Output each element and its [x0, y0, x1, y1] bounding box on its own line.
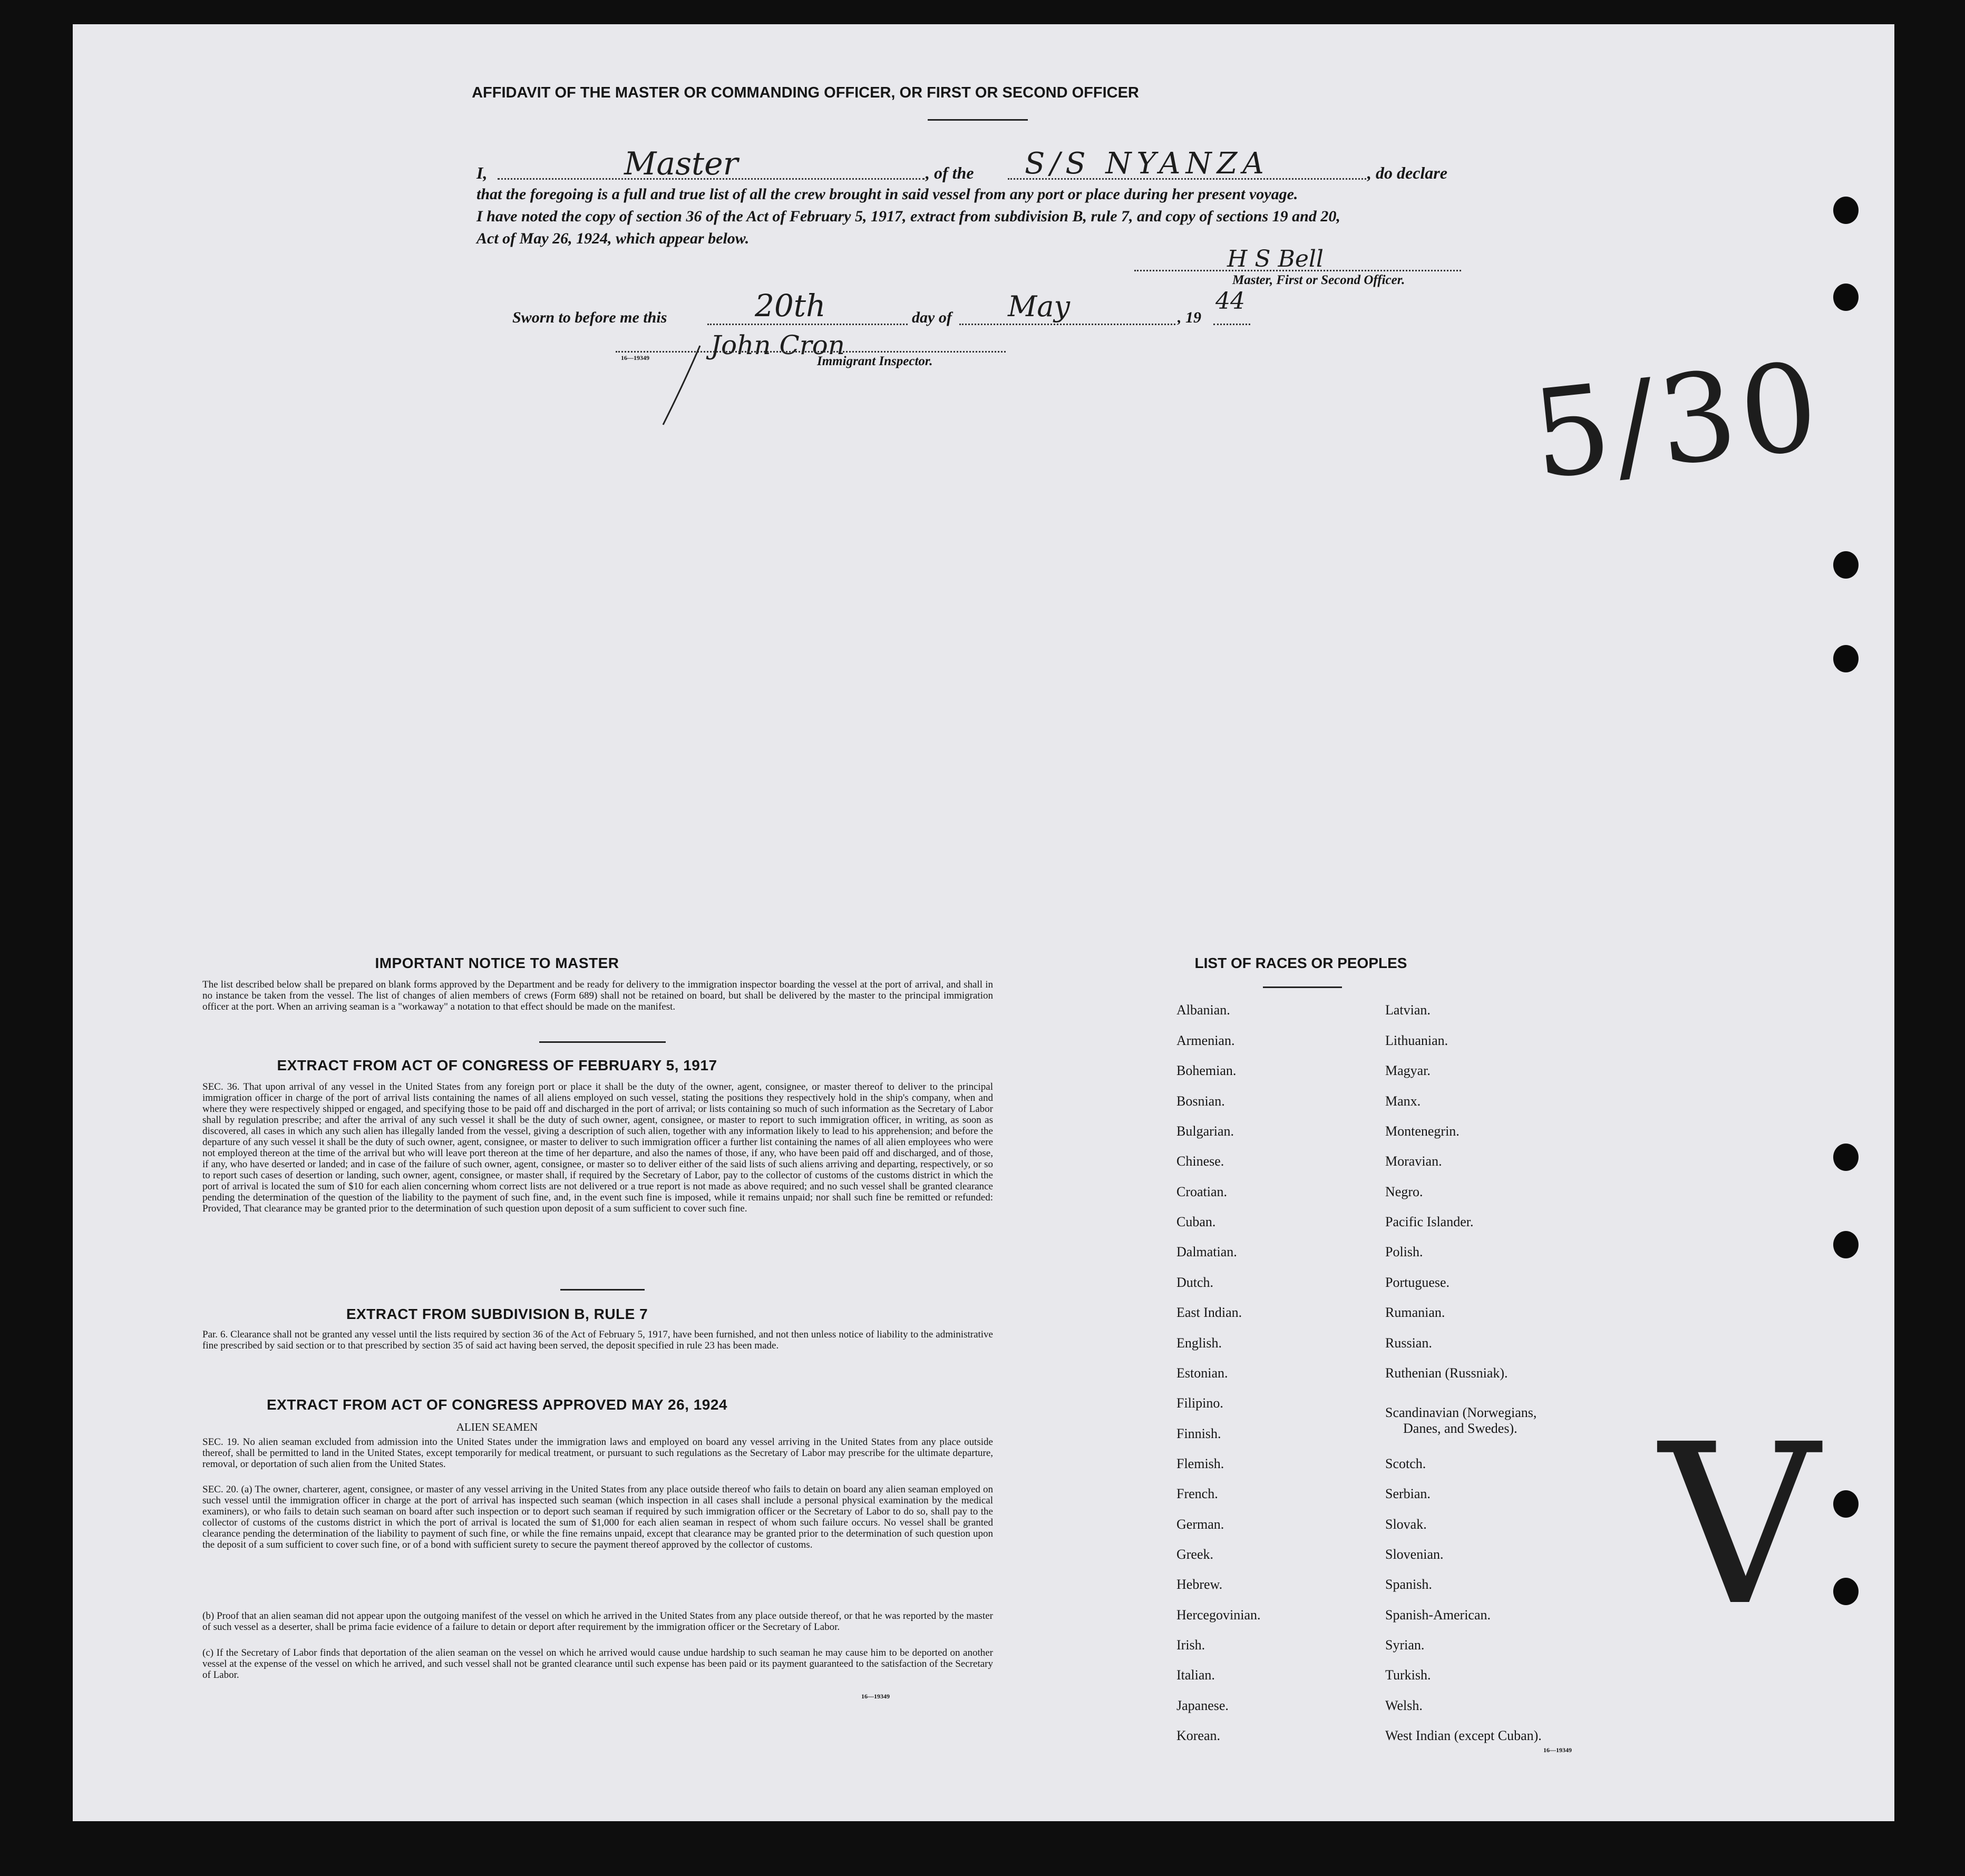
race-right-11: Rumanian. [1385, 1305, 1445, 1320]
affidavit-line2: that the foregoing is a full and true list of all the crew brought in said vessel from any port or place during her present voyage. [476, 185, 1298, 203]
race-right-19: Slovenian. [1385, 1547, 1444, 1562]
race-left-8: Cuban. [1176, 1214, 1216, 1229]
race-left-12: English. [1176, 1335, 1222, 1351]
sec19-body: SEC. 19. No alien seaman excluded from admission into the United States under the immigration laws and employed on board any vessel arriving in the United States from any place outside thereof, shall be permitted to land in the United States, except temporarily for medical treatment, or pursuant to such regulations as the Secretary of Labor may prescribe for the ultimate departure, removal, or deportation of such alien from the United States. [202, 1437, 993, 1470]
master-signature: H S Bell [1227, 246, 1324, 272]
races-form-no: 16—19349 [1543, 1746, 1572, 1754]
extract1-body: SEC. 36. That upon arrival of any vessel in the United States from any foreign port or place it shall be the duty of the owner, agent, consignee, or master thereof to deliver to the principal immigration officer in charge of the port of arrival lists containing the names of all aliens employed on such vessel, stating the positions they respectively hold in the ship's company, when and where they were respectively shipped or engaged, and specifying those to be paid off and discharged in the port of arrival; or lists containing so much of such information as the Secretary of Labor shall by regulation prescribe; and after the arrival of any such vessel it shall be the duty of such owner, agent, consignee, or master to report to such immigration officer, in writing, as soon as discovered, all cases in which any such alien has illegally landed from the vessel, giving a description of such alien, together with any information likely to lead to his apprehension; and before the departure of any such vessel it shall be the duty of such owner, agent, consignee, or master to deliver to such immigration officer a further list containing the names of all alien employees who were not employed thereon at the time of the arrival but who will leave port thereon at the time of her departure, and also the names of those, if any, who have been paid off and discharged, and of those, if any, who have deserted or landed; and in case of the failure of such owner, agent, consignee, or master so to deliver either of the said lists of such aliens arriving and departing, respectively, or so to report such cases of desertion or landing, such owner, agent, consignee, or master shall, if required by the Secretary of Labor, pay to the collector of customs of the customs district in which the port of arrival is located the sum of $10 for each alien concerning whom correct lists are not delivered or a true report is not made as above required; and no such vessel shall be granted clearance pending the determination of the question of the liability to the payment of such fine, and, in the event such fine is imposed, while it remains unpaid; nor shall such fine be remitted or refunded: Provided, That clearance may be granted prior to the determination of such question upon deposit of a sum sufficient to cover such fine. [202, 1081, 993, 1214]
race-left-2: Armenian. [1176, 1033, 1235, 1048]
race-right-3: Magyar. [1385, 1063, 1431, 1078]
inspector-label: Immigrant Inspector. [817, 354, 933, 368]
of-the-label: , of the [926, 163, 974, 182]
race-left-4: Bosnian. [1176, 1093, 1225, 1109]
punch-hole [1833, 1144, 1859, 1171]
race-left-21: Hercegovinian. [1176, 1607, 1261, 1623]
race-right-4: Manx. [1385, 1093, 1421, 1109]
race-right-25: West Indian (except Cuban). [1385, 1728, 1542, 1743]
day-blank [707, 324, 908, 325]
race-right-8: Pacific Islander. [1385, 1214, 1474, 1229]
race-left-1: Albanian. [1176, 1002, 1230, 1018]
sec20a-body: SEC. 20. (a) The owner, charterer, agent, consignee, or master of any vessel arriving in the United States from any place outside thereof who fails to detain on board any alien seaman employed on such vessel until the immigration officer in charge at the port of arrival has inspected such seaman (which inspection in all cases shall include a personal physical examination by the medical examiners), or who fails to detain such seaman on board after such inspection or to deport such seaman if required by such immigration officer or the Secretary of Labor to do so, shall pay to the collector of customs of the customs district in which the port of arrival is located the sum of $1,000 for each alien seaman in respect of whom such failure occurs. No vessel shall be granted clearance pending the determination of the liability to payment of such fine, or while the fine remains unpaid, except that clearance may be granted prior to the determination of such question upon the deposit of a sum sufficient to cover such fine, or of a bond with sufficient surety to secure the payment thereof approved by the collector of customs. [202, 1484, 993, 1550]
race-right-7: Negro. [1385, 1184, 1423, 1199]
race-right-10: Portuguese. [1385, 1275, 1450, 1290]
race-left-9: Dalmatian. [1176, 1244, 1237, 1259]
race-right-5: Montenegrin. [1385, 1123, 1460, 1139]
sec20c-body: (c) If the Secretary of Labor finds that deportation of the alien seaman on the vessel on which he arrived would cause undue hardship to such seaman he may cause him to be deported on another vessel at the expense of the vessel on which he arrived, and such vessel shall not be granted clearance until such expense has been paid or its payment guaranteed to the satisfaction of the Secretary of Labor. [202, 1647, 993, 1680]
inspector-form-no: 16—19349 [621, 354, 649, 361]
punch-hole [1833, 1578, 1859, 1605]
master-label: Master, First or Second Officer. [1232, 273, 1405, 287]
notice-form-no: 16—19349 [861, 1693, 890, 1700]
race-left-24: Japanese. [1176, 1698, 1229, 1713]
race-left-14: Filipino. [1176, 1395, 1223, 1411]
race-right-15: Danes, and Swedes). [1403, 1421, 1517, 1436]
race-right-23: Turkish. [1385, 1667, 1431, 1683]
inspector-flourish [653, 340, 726, 430]
year-prefix: , 19 [1178, 309, 1201, 326]
margin-date-note: 5/30 [1526, 336, 1828, 506]
race-left-15: Finnish. [1176, 1426, 1221, 1441]
punch-hole [1833, 1231, 1859, 1258]
races-rule [1263, 986, 1342, 988]
extract3-subtitle: ALIEN SEAMEN [456, 1421, 538, 1433]
affidavit-line1 [476, 145, 1562, 185]
race-right-16: Scotch. [1385, 1456, 1426, 1471]
i-value: Master [624, 145, 738, 182]
day-of-label: day of [912, 309, 952, 326]
sec20b-body: (b) Proof that an alien seaman did not appear upon the outgoing manifest of the vessel on which he arrived in the United States from any place outside thereof, or that he was reported by the master of such vessel as a deserter, shall be prima facie evidence of a failure to detain or deport after requirement by the immigration officer or the Secretary of Labor. [202, 1610, 993, 1633]
margin-check-mark: V [1659, 1397, 1820, 1655]
race-right-22: Syrian. [1385, 1637, 1425, 1653]
race-right-14: Scandinavian (Norwegians, [1385, 1405, 1537, 1420]
race-left-5: Bulgarian. [1176, 1123, 1234, 1139]
sworn-line [512, 288, 1335, 330]
i-label: I, [476, 163, 488, 182]
races-title: LIST OF RACES OR PEOPLES [1194, 955, 1407, 971]
inspector-signature: John Cron [711, 330, 845, 360]
race-right-18: Slovak. [1385, 1517, 1427, 1532]
race-left-23: Italian. [1176, 1667, 1215, 1683]
punch-hole [1833, 284, 1859, 311]
race-right-1: Latvian. [1385, 1002, 1431, 1018]
notice-rule [539, 1041, 666, 1043]
punch-hole [1833, 645, 1859, 672]
extract3-title: EXTRACT FROM ACT OF CONGRESS APPROVED MAY 26, 1924 [267, 1396, 727, 1413]
race-left-18: German. [1176, 1517, 1224, 1532]
year-blank [1213, 324, 1250, 325]
title-rule [928, 119, 1028, 121]
race-right-17: Serbian. [1385, 1486, 1431, 1501]
year-value: 44 [1215, 288, 1245, 315]
race-left-7: Croatian. [1176, 1184, 1228, 1199]
month-blank [959, 324, 1175, 325]
extract1-title: EXTRACT FROM ACT OF CONGRESS OF FEBRUARY 5, 1917 [277, 1057, 717, 1073]
punch-hole [1833, 551, 1859, 579]
affidavit-line3: I have noted the copy of section 36 of the Act of February 5, 1917, extract from subdivision B, rule 7, and copy of sections 19 and 20, [476, 208, 1340, 225]
race-left-16: Flemish. [1176, 1456, 1224, 1471]
extract2-title: EXTRACT FROM SUBDIVISION B, RULE 7 [346, 1306, 648, 1322]
race-left-17: French. [1176, 1486, 1218, 1501]
race-left-10: Dutch. [1176, 1275, 1214, 1290]
race-left-20: Hebrew. [1176, 1577, 1223, 1592]
extract2-body: Par. 6. Clearance shall not be granted any vessel until the lists required by section 36 of the Act of February 5, 1917, have been furnished, and not then unless notice of liability to the administrative fine prescribed by said section or to that prescribed by section 35 of said act having been served, the deposit specified in rule 23 has been made. [202, 1329, 993, 1351]
vessel-value: S/S NYANZA [1025, 146, 1269, 181]
race-right-13: Ruthenian (Russniak). [1385, 1365, 1508, 1381]
notice-body: The list described below shall be prepared on blank forms approved by the Department and be ready for delivery to the immigration inspector boarding the vessel at the port of arrival, and shall in no instance be taken from the vessel. The list of changes of alien members of crews (Form 689) shall not be retained on board, but shall be delivered by the master to the principal immigration officer at the port. When an arriving seaman is a "workaway" a notation to that effect should be made on the manifest. [202, 979, 993, 1012]
race-right-24: Welsh. [1385, 1698, 1423, 1713]
month-value: May [1008, 290, 1070, 323]
race-right-9: Polish. [1385, 1244, 1423, 1259]
race-right-12: Russian. [1385, 1335, 1432, 1351]
race-left-3: Bohemian. [1176, 1063, 1237, 1078]
race-right-2: Lithuanian. [1385, 1033, 1448, 1048]
punch-hole [1833, 197, 1859, 224]
race-right-20: Spanish. [1385, 1577, 1432, 1592]
race-left-6: Chinese. [1176, 1154, 1224, 1169]
declare-label: , do declare [1367, 163, 1447, 182]
affidavit-line4: Act of May 26, 1924, which appear below. [476, 230, 750, 247]
sworn-label: Sworn to before me this [512, 309, 667, 326]
affidavit-title: AFFIDAVIT OF THE MASTER OR COMMANDING OFFICER, OR FIRST OR SECOND OFFICER [472, 84, 1139, 101]
race-right-21: Spanish-American. [1385, 1607, 1491, 1623]
day-value: 20th [755, 288, 826, 324]
extract1-rule [560, 1289, 645, 1291]
race-left-25: Korean. [1176, 1728, 1221, 1743]
race-left-11: East Indian. [1176, 1305, 1242, 1320]
race-left-13: Estonian. [1176, 1365, 1228, 1381]
race-left-22: Irish. [1176, 1637, 1205, 1653]
race-right-6: Moravian. [1385, 1154, 1442, 1169]
document-page [73, 24, 1894, 1821]
notice-title: IMPORTANT NOTICE TO MASTER [375, 955, 619, 971]
race-left-19: Greek. [1176, 1547, 1214, 1562]
punch-hole [1833, 1490, 1859, 1518]
